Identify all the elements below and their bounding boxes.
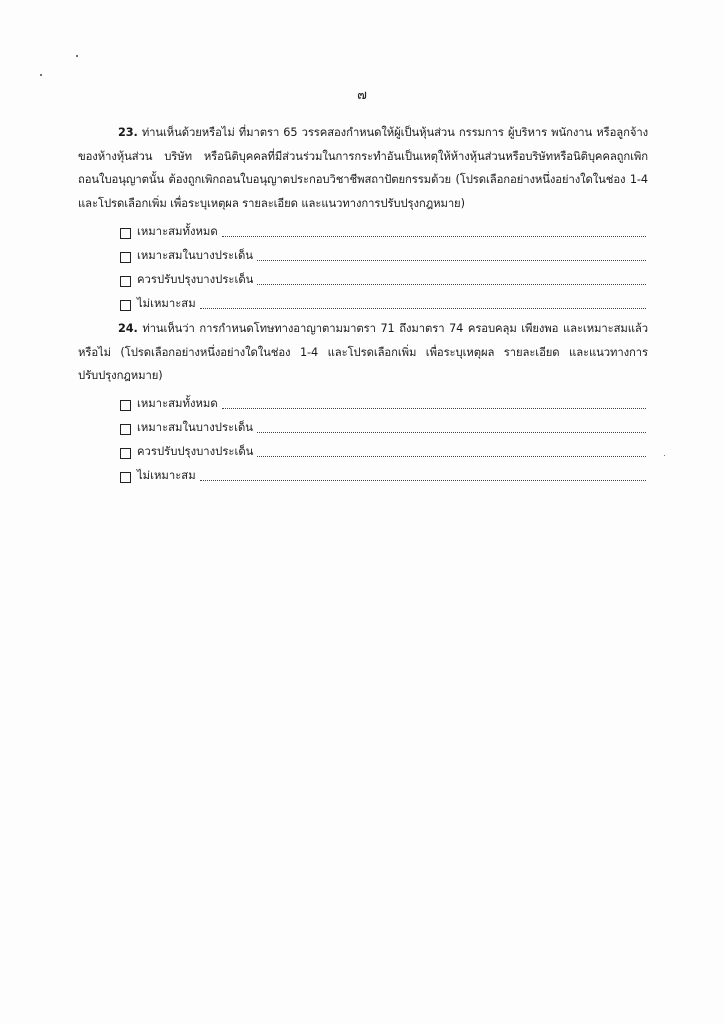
answer-line[interactable]	[257, 259, 646, 261]
answer-line[interactable]	[200, 307, 646, 309]
question-24	[78, 317, 648, 388]
option-row[interactable]	[120, 414, 646, 438]
option-row[interactable]	[120, 462, 646, 486]
option-row[interactable]	[120, 242, 646, 266]
option-label: ควรปรับปรุงบางประเด็น	[137, 273, 254, 286]
option-label: เหมาะสมทั้งหมด	[137, 397, 218, 410]
option-row[interactable]	[120, 438, 646, 462]
question-24-options	[120, 390, 646, 486]
option-row[interactable]	[120, 290, 646, 314]
option-label: ควรปรับปรุงบางประเด็น	[137, 445, 254, 458]
answer-line[interactable]	[200, 479, 646, 481]
option-row[interactable]	[120, 390, 646, 414]
checkbox[interactable]	[120, 276, 131, 287]
question-23-options	[120, 218, 646, 314]
checkbox[interactable]	[120, 228, 131, 239]
option-label: ไม่เหมาะสม	[137, 297, 196, 310]
answer-line[interactable]	[257, 431, 646, 433]
question-number: 23.	[118, 126, 138, 139]
answer-line[interactable]	[257, 283, 646, 285]
option-row[interactable]	[120, 266, 646, 290]
checkbox[interactable]	[120, 424, 131, 435]
scan-speck	[664, 455, 665, 456]
option-label: เหมาะสมทั้งหมด	[137, 225, 218, 238]
scan-speck	[40, 74, 42, 76]
answer-line[interactable]	[222, 407, 646, 409]
page-number: ๗	[357, 88, 367, 103]
checkbox[interactable]	[120, 472, 131, 483]
question-number: 24.	[118, 322, 138, 335]
option-label: เหมาะสมในบางประเด็น	[137, 421, 254, 434]
option-label: เหมาะสมในบางประเด็น	[137, 249, 254, 262]
checkbox[interactable]	[120, 252, 131, 263]
question-text: ท่านเห็นด้วยหรือไม่ ที่มาตรา 65 วรรคสองกำหนดให้ผู้เป็นหุ้นส่วน กรรมการ ผู้บริหาร พนักงาน หรือลูกจ้าง ของห้างหุ้นส่วน บริษัท หรือนิติบุคคลที่มีส่วนร่วมในการกระทำอันเป็นเหตุให้ห้างหุ้นส่วนหรือบริษัทหรือนิติบุคคลถูกเพิกถอนใบอนุญาตนั้น ต้องถูกเพิกถอนใบอนุญาตประกอบวิชาชีพสถาปัตยกรรมด้วย (โปรดเลือกอย่างหนึ่งอย่างใดในช่อง 1-4 และโปรดเลือกเพิ่ม เพื่อระบุเหตุผล รายละเอียด และแนวทางการปรับปรุงกฎหมาย)	[78, 126, 648, 210]
scan-speck	[76, 55, 78, 57]
option-row[interactable]	[120, 218, 646, 242]
answer-line[interactable]	[222, 235, 646, 237]
option-label: ไม่เหมาะสม	[137, 469, 196, 482]
checkbox[interactable]	[120, 300, 131, 311]
answer-line[interactable]	[257, 455, 646, 457]
checkbox[interactable]	[120, 448, 131, 459]
question-text: ท่านเห็นว่า การกำหนดโทษทางอาญาตามมาตรา 71 ถึงมาตรา 74 ครอบคลุม เพียงพอ และเหมาะสมแล้ว หรือไม่ (โปรดเลือกอย่างหนึ่งอย่างใดในช่อง 1-4 และโปรดเลือกเพิ่ม เพื่อระบุเหตุผล รายละเอียด และแนวทางการปรับปรุงกฎหมาย)	[78, 322, 648, 382]
checkbox[interactable]	[120, 400, 131, 411]
question-23	[78, 121, 648, 215]
